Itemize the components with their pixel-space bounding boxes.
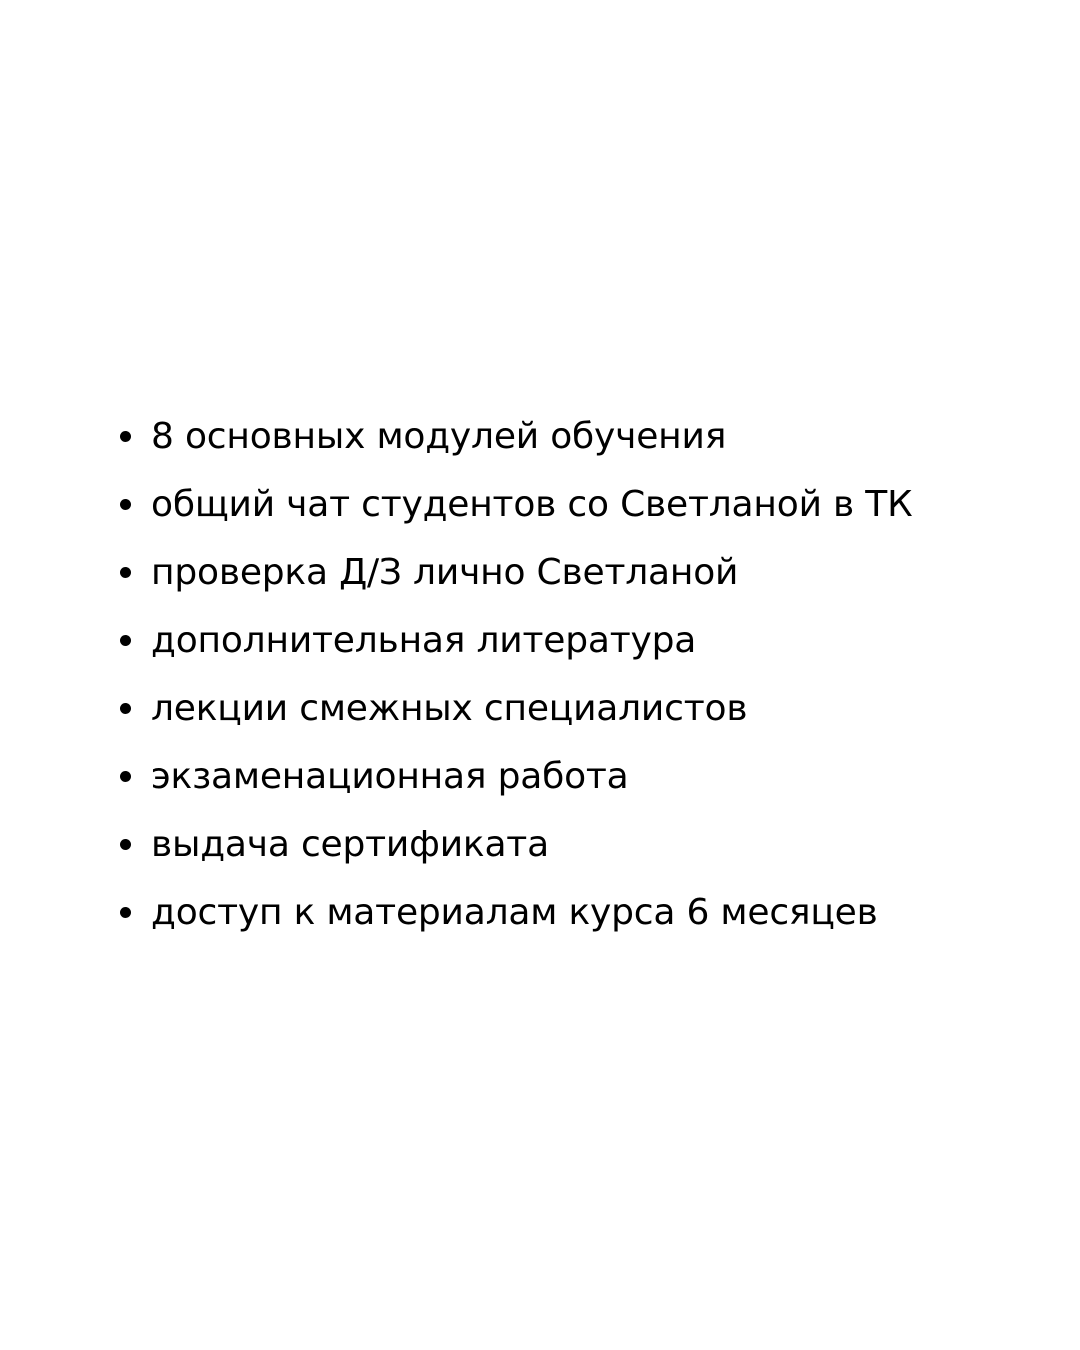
feature-item [118, 886, 1058, 954]
features-list [118, 410, 1058, 954]
bullet-icon [120, 499, 131, 510]
bullet-icon [120, 907, 131, 918]
feature-text: общий чат студентов со Светланой в ТК [151, 484, 913, 525]
feature-item [118, 750, 1058, 818]
bullet-icon [120, 567, 131, 578]
feature-item [118, 614, 1058, 682]
feature-text: проверка Д/З лично Светланой [151, 552, 739, 593]
feature-item [118, 546, 1058, 614]
feature-item [118, 410, 1058, 478]
feature-text: выдача сертификата [151, 824, 549, 865]
bullet-icon [120, 771, 131, 782]
feature-text: 8 основных модулей обучения [151, 416, 727, 457]
bullet-icon [120, 431, 131, 442]
feature-text: экзаменационная работа [151, 756, 629, 797]
feature-item [118, 818, 1058, 886]
bullet-icon [120, 839, 131, 850]
feature-item [118, 478, 1058, 546]
feature-item [118, 682, 1058, 750]
bullet-icon [120, 703, 131, 714]
feature-text: дополнительная литература [151, 620, 697, 661]
bullet-icon [120, 635, 131, 646]
feature-text: доступ к материалам курса 6 месяцев [151, 892, 878, 933]
feature-text: лекции смежных специалистов [151, 688, 748, 729]
